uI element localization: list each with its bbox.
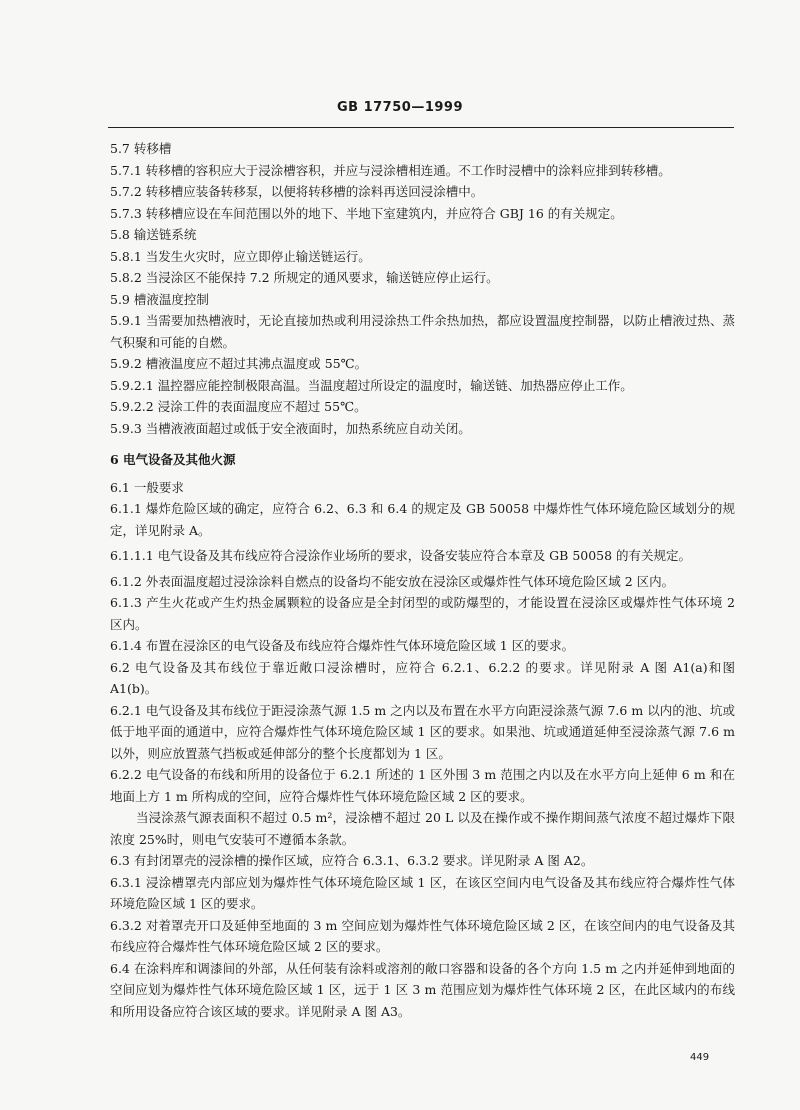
page-header: GB 17750—1999 [336, 100, 463, 115]
clause: 6.1.1 爆炸危险区域的确定，应符合 6.2、6.3 和 6.4 的规定及 GB 50058 中爆炸性气体环境危险区域划分的规定，详见附录 A。 [110, 501, 735, 538]
section-heading: 5.9 槽液温度控制 [110, 291, 209, 307]
clause: 5.9.1 当需要加热槽液时，无论直接加热或利用浸涂热工件余热加热，都应设置温度控制器，以防止槽液过热、蒸气积聚和可能的自燃。 [110, 313, 735, 350]
clause: 6.2.1 电气设备及其布线位于距浸涂蒸气源 1.5 m 之内以及布置在水平方向距浸涂蒸气源 7.6 m 以内的池、坑或低于地平面的通道中，应符合爆炸性气体环境危险区域 1 区的要求。如果池、坑或通道延伸至浸涂蒸气源 7.6 m 以外，则应放置蒸气挡板或延伸部分的整个长度都划为 1 区。 [110, 702, 735, 761]
clause: 6.3 有封闭罩壳的浸涂槽的操作区域，应符合 6.3.1、6.3.2 要求。详见附录 A 图 A2。 [110, 853, 594, 868]
clause: 5.7.2 转移槽应装备转移泵，以便将转移槽的涂料再送回浸涂槽中。 [110, 184, 484, 199]
clause: 5.9.2 槽液温度应不超过其沸点温度或 55℃。 [110, 356, 368, 371]
clause: 6.4 在涂料库和调漆间的外部，从任何装有涂料或溶剂的敞口容器和设备的各个方向 1.5 m 之内并延伸到地面的空间应划为爆炸性气体环境危险区域 1 区，远于 1 区 3 m 范围应划为爆炸性气体环境 2 区，在此区域内的布线和所用设备应符合该区域的要求。详见附录 A 图 A3。 [110, 960, 735, 1019]
clause: 5.7.1 转移槽的容积应大于浸涂槽容积，并应与浸涂槽相连通。不工作时浸槽中的涂料应排到转移槽。 [110, 162, 671, 178]
header-rule [108, 127, 734, 128]
section-heading: 5.8 输送链系统 [110, 227, 197, 242]
clause: 6.2.2 电气设备的布线和所用的设备位于 6.2.1 所述的 1 区外围 3 m 范围之内以及在水平方向上延伸 6 m 和在地面上方 1 m 所构成的空间，应符合爆炸性气体环境危险区域 2 区的要求。 [110, 767, 735, 804]
chapter-heading: 6 电气设备及其他火源 [110, 452, 236, 467]
clause-note: 当浸涂蒸气源表面积不超过 0.5 m²，浸涂槽不超过 20 L 以及在操作或不操作期间蒸气浓度不超过爆炸下限浓度 25%时，则电气安装可不遵循本条款。 [110, 810, 735, 847]
clause: 5.9.3 当槽液液面超过或低于安全液面时，加热系统应自动关闭。 [110, 420, 471, 436]
section-heading: 5.7 转移槽 [110, 141, 172, 156]
clause: 6.3.1 浸涂槽罩壳内部应划为爆炸性气体环境危险区域 1 区，在该区空间内电气设备及其布线应符合爆炸性气体环境危险区域 1 区的要求。 [110, 874, 735, 911]
clause: 6.2 电气设备及其布线位于靠近敞口浸涂槽时，应符合 6.2.1、6.2.2 的要求。详见附录 A 图 A1(a)和图 A1(b)。 [110, 659, 735, 696]
clause: 6.1.1.1 电气设备及其布线应符合浸涂作业场所的要求，设备安装应符合本章及 GB 50058 的有关规定。 [110, 548, 692, 563]
page-number: 449 [690, 1052, 710, 1063]
clause: 5.8.2 当浸涂区不能保持 7.2 所规定的通风要求，输送链应停止运行。 [110, 270, 499, 285]
clause: 5.9.2.2 浸涂工件的表面温度应不超过 55℃。 [110, 399, 367, 414]
clause: 6.3.2 对着罩壳开口及延伸至地面的 3 m 空间应划为爆炸性气体环境危险区域 2 区，在该空间内的电气设备及其布线应符合爆炸性气体环境危险区域 2 区的要求。 [110, 917, 735, 954]
document-body [110, 138, 735, 1022]
clause: 6.1.3 产生火花或产生灼热金属颗粒的设备应是全封闭型的或防爆型的，才能设置在浸涂区或爆炸性气体环境 2 区内。 [110, 595, 735, 632]
clause: 5.9.2.1 温控器应能控制极限高温。当温度超过所设定的温度时，输送链、加热器应停止工作。 [110, 377, 633, 393]
clause: 6.1.4 布置在浸涂区的电气设备及布线应符合爆炸性气体环境危险区域 1 区的要求。 [110, 638, 575, 653]
clause: 5.8.1 当发生火灾时，应立即停止输送链运行。 [110, 248, 371, 264]
clause: 6.1.2 外表面温度超过浸涂涂料自燃点的设备均不能安放在浸涂区或爆炸性气体环境危险区域 2 区内。 [110, 573, 675, 589]
section-heading: 6.1 一般要求 [110, 479, 184, 495]
clause: 5.7.3 转移槽应设在车间范围以外的地下、半地下室建筑内，并应符合 GBJ 16 的有关规定。 [110, 205, 623, 221]
